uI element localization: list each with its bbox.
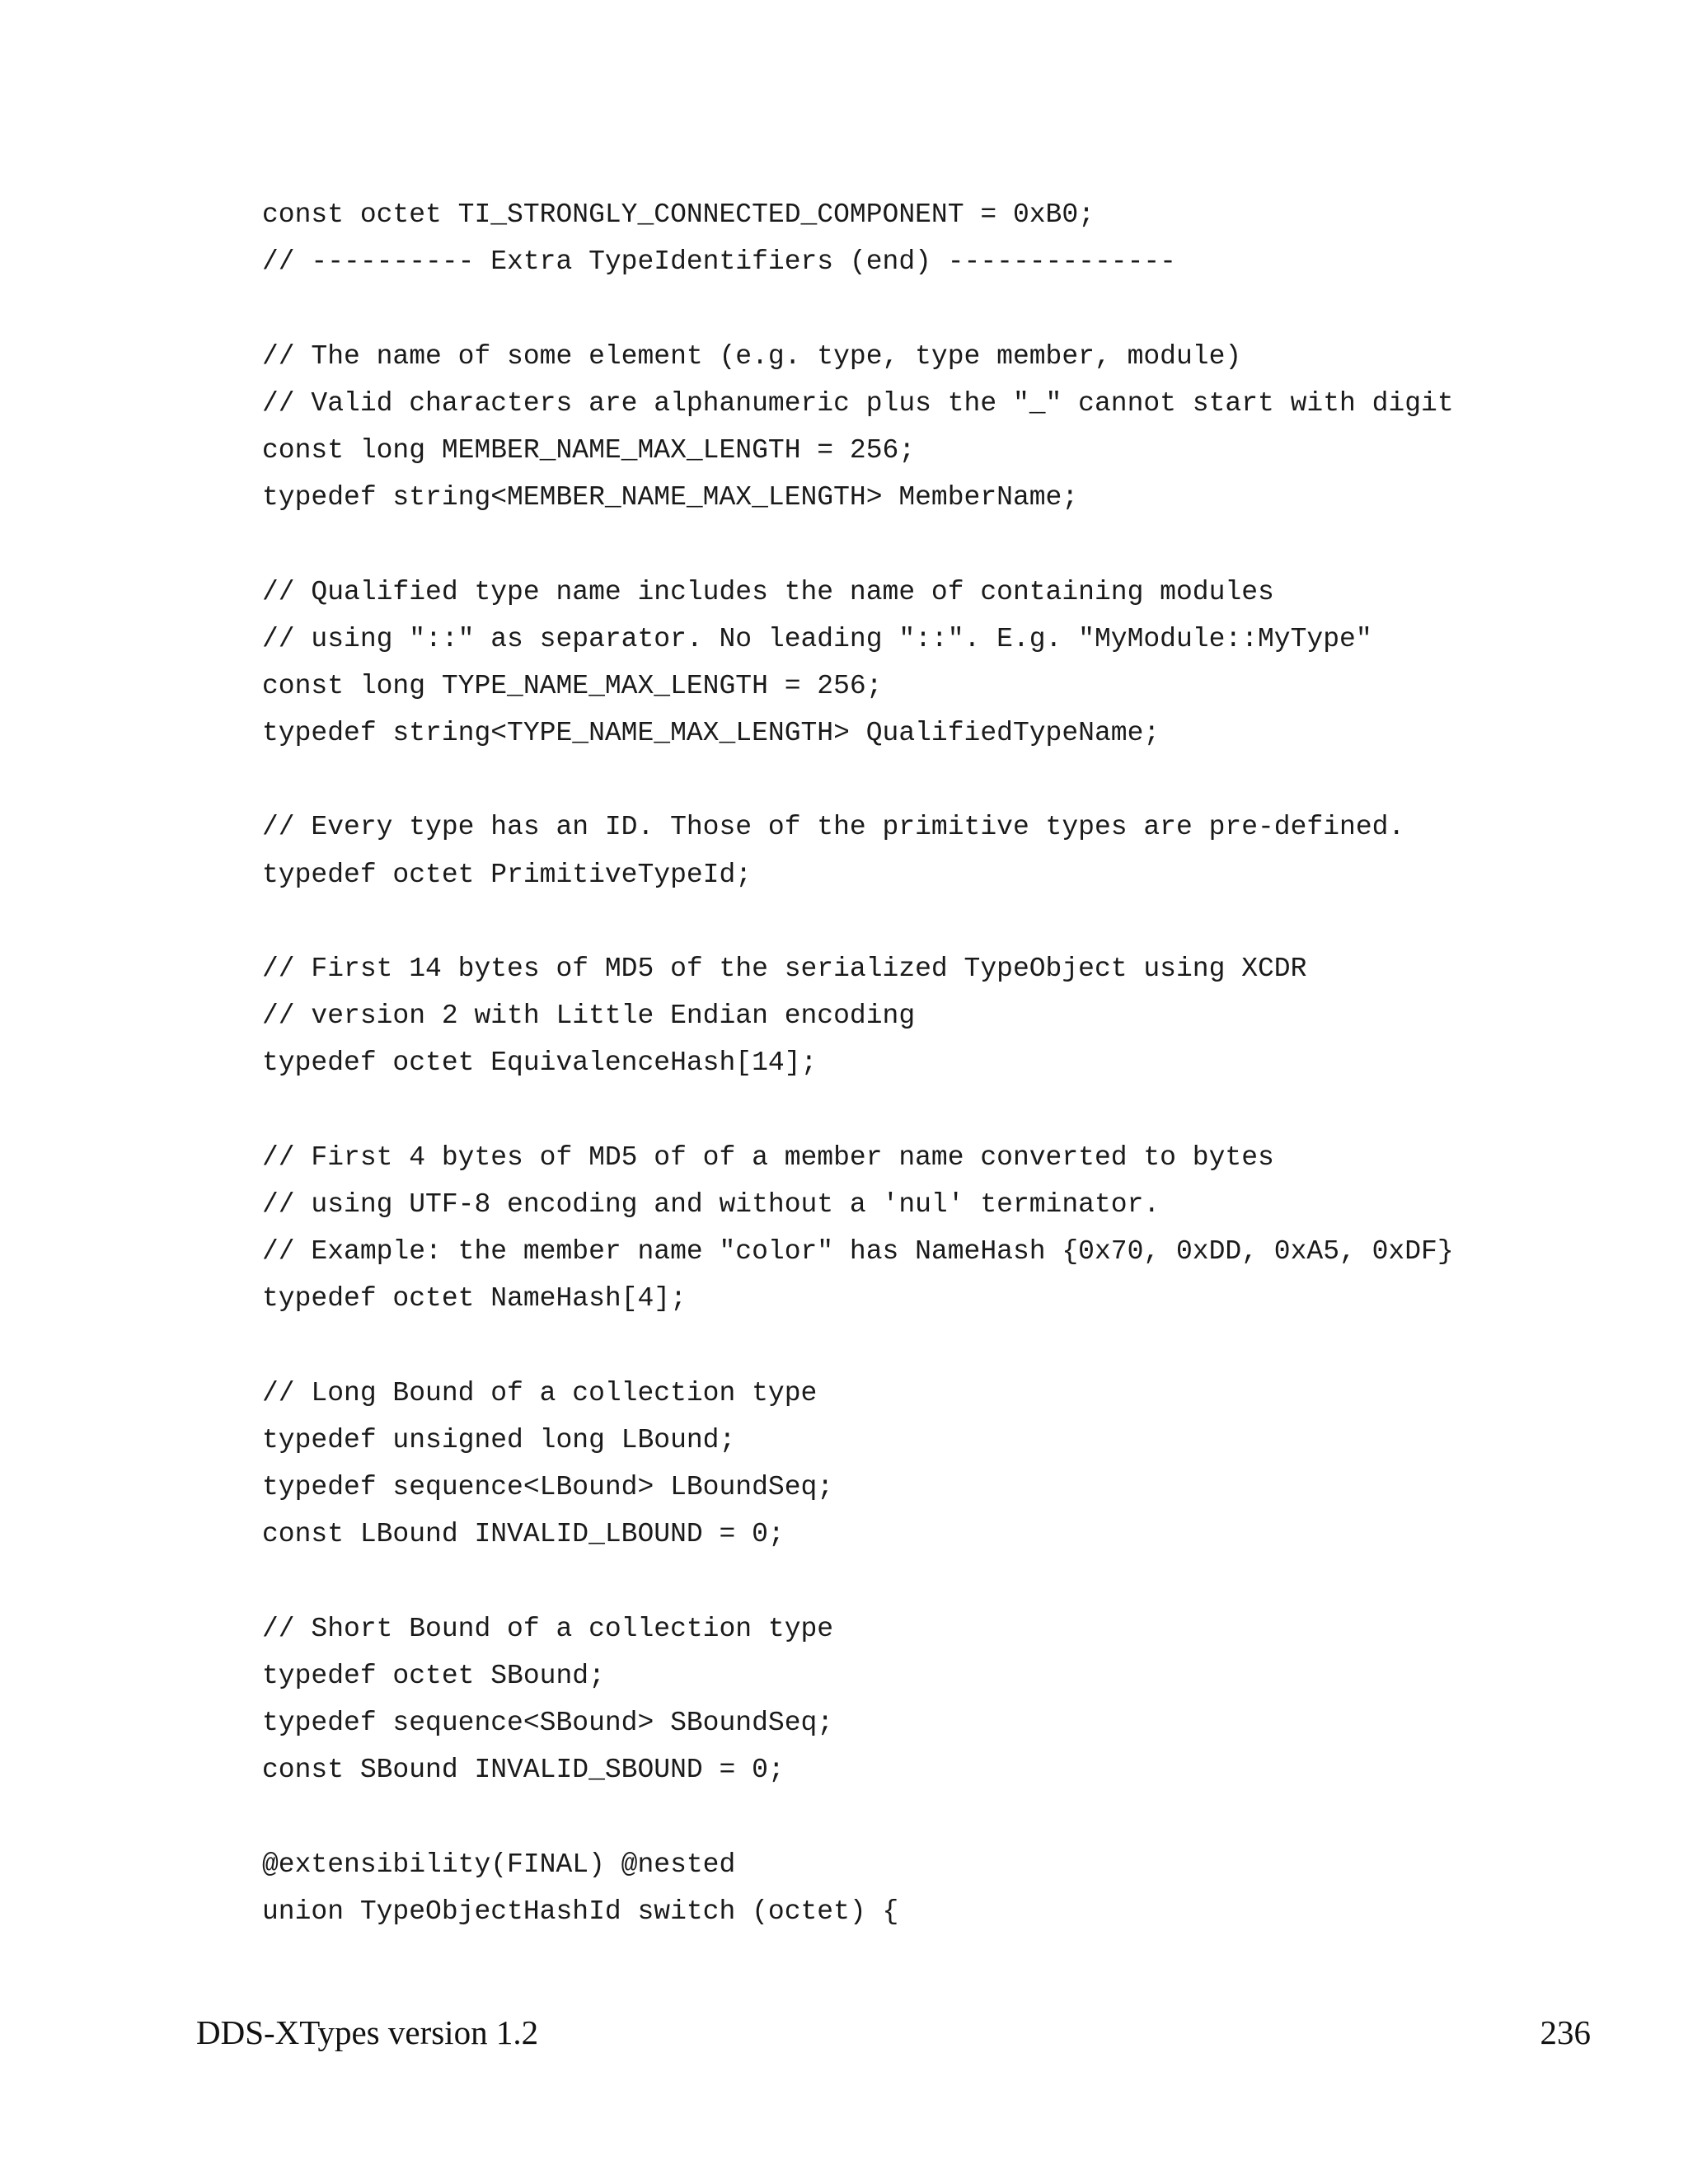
code-line: // ---------- Extra TypeIdentifiers (end) -------------- [262,246,1176,278]
code-line: typedef sequence<LBound> LBoundSeq; [262,1472,834,1503]
code-listing [262,191,1454,1935]
code-line: typedef octet PrimitiveTypeId; [262,859,753,890]
code-line: // Qualified type name includes the name of containing modules [262,576,1274,607]
code-line: typedef octet SBound; [262,1660,605,1691]
code-line: const long MEMBER_NAME_MAX_LENGTH = 256; [262,434,916,466]
code-line: typedef string<MEMBER_NAME_MAX_LENGTH> MemberName; [262,482,1079,513]
code-line: // The name of some element (e.g. type, type member, module) [262,340,1242,372]
code-line [262,521,1454,568]
code-line: typedef unsigned long LBound; [262,1424,736,1455]
code-line [262,1793,1454,1840]
code-line: typedef string<TYPE_NAME_MAX_LENGTH> QualifiedTypeName; [262,718,1160,749]
code-line: // Example: the member name "color" has NameHash {0x70, 0xDD, 0xA5, 0xDF} [262,1236,1454,1268]
code-line: // First 14 bytes of MD5 of the serialized TypeObject using XCDR [262,954,1307,984]
code-line: typedef octet NameHash[4]; [262,1283,687,1315]
code-line: typedef octet EquivalenceHash[14]; [262,1047,818,1079]
code-line: // Long Bound of a collection type [262,1377,818,1408]
code-line [262,757,1454,804]
code-line [262,1558,1454,1605]
code-line: const octet TI_STRONGLY_CONNECTED_COMPONENT = 0xB0; [262,199,1095,230]
code-line: union TypeObjectHashId switch (octet) { [262,1896,899,1927]
code-line: const long TYPE_NAME_MAX_LENGTH = 256; [262,670,883,701]
code-line: typedef sequence<SBound> SBoundSeq; [262,1708,834,1738]
code-line [262,898,1454,945]
code-line: // version 2 with Little Endian encoding [262,1001,916,1032]
code-line: // First 4 bytes of MD5 of of a member name converted to bytes [262,1141,1274,1173]
code-line: const LBound INVALID_LBOUND = 0; [262,1519,785,1550]
code-line: // using UTF-8 encoding and without a 'nul' terminator. [262,1188,1160,1220]
footer-page-number: 236 [1540,2013,1591,2051]
footer-document-title: DDS-XTypes version 1.2 [196,2013,539,2051]
code-line: // using "::" as separator. No leading "::". E.g. "MyModule::MyType" [262,623,1372,654]
code-line: // Valid characters are alphanumeric plus the "_" cannot start with digit [262,387,1454,419]
code-line: @extensibility(FINAL) @nested [262,1849,736,1880]
code-line: const SBound INVALID_SBOUND = 0; [262,1755,785,1786]
code-line [262,1323,1454,1370]
code-line: // Short Bound of a collection type [262,1613,834,1644]
code-line: // Every type has an ID. Those of the primitive types are pre-defined. [262,812,1405,843]
code-line [262,1087,1454,1134]
code-line [262,285,1454,332]
